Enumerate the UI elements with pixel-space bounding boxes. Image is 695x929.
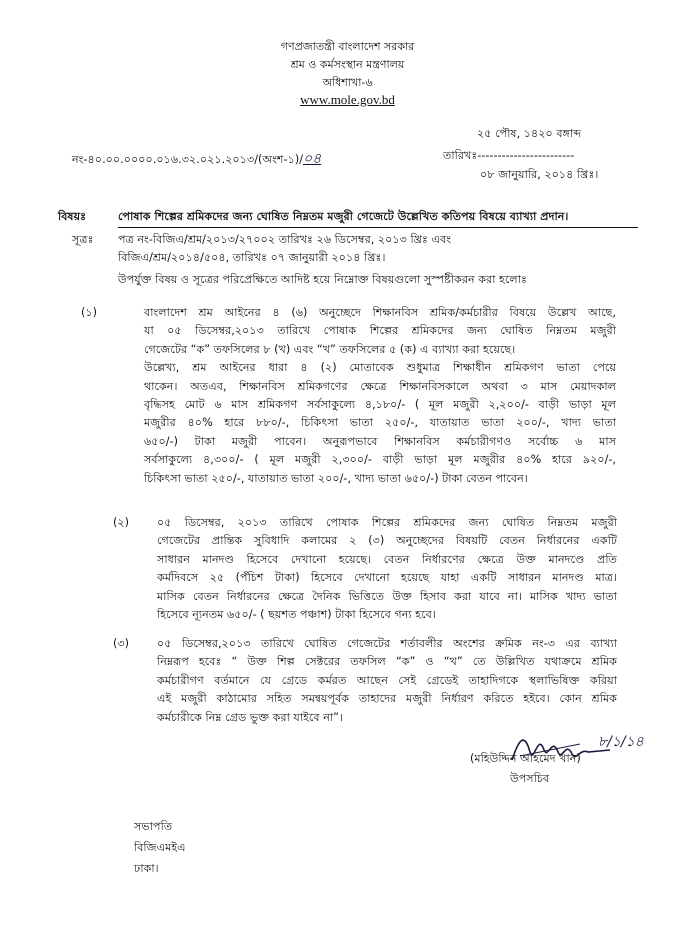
recipient-title: সভাপতি [134, 820, 173, 833]
point-1-line: ৬৫০/-) টাকা মজুরী পাবেন। অনুরূপভাবে শিক্ষানবিস কর্মচারীগণও সর্বোচ্চ ৬ মাস [144, 434, 616, 448]
website-link[interactable]: www.mole.gov.bd [300, 92, 395, 107]
signature-date: ৮/১/১৪ [598, 734, 644, 750]
point-3-line: কর্মচারীকে নিম্ন গ্রেড ভুক্ত করা যাইবে না”। [157, 710, 343, 724]
date-label: তারিখঃ------------------------ [443, 149, 575, 162]
point-1-line: বাংলাদেশ শ্রম আইনের ৪ (৬) অনুচ্ছেদে শিক্ষানবিস শ্রমিক/কর্মচারীর বিষয়ে উল্লেখ আছে, [144, 306, 616, 319]
branch-name: অধিশাখা-৬ [322, 76, 373, 89]
point-2-body [157, 514, 617, 624]
memo-number-handwritten: ০৪ [302, 151, 322, 167]
subject-label: বিষয়ঃ [58, 210, 87, 223]
govt-name: গণপ্রজাতন্ত্রী বাংলাদেশ সরকার [280, 40, 415, 53]
point-1-line: যা ০৫ ডিসেম্বর,২০১৩ তারিখে পোষাক শিল্পের শ্রমিকদের জন্য ঘোষিত নিম্নতম মজুরী [144, 324, 616, 338]
date-english: ০৮ জানুয়ারি, ২০১৪ খ্রিঃ। [480, 168, 599, 181]
point-1-number: (১) [81, 306, 97, 319]
point-2-line: ০৫ ডিসেম্বর, ২০১৩ তারিখে পোষাক শিল্পের শ্রমিকদের জন্য ঘোষিত নিম্নতম মজুরী [157, 516, 617, 529]
recipient-org: বিজিএমইএ [134, 841, 186, 854]
point-2-line: সাধারন মানদণ্ড হিসেবে দেখানো হয়েছে। বেতন নির্ধারণের ক্ষেত্রে উক্ত মানদণ্ডে প্রতি [157, 552, 617, 566]
point-2-number: (২) [113, 516, 130, 529]
point-3-line: ০৫ ডিসেম্বর,২০১৩ তারিখে ঘোষিত গেজেটের শর্তাবলীর অংশের ক্রমিক নং-৩ এর ব্যাখ্যা [157, 637, 617, 650]
signatory-designation: উপসচিব [510, 772, 550, 785]
point-3-body [157, 635, 617, 727]
point-1-line: চিকিৎসা ভাতা ২৫০/-, যাতায়াত ভাতা ২০০/-, খাদ্য ভাতা ৬৫০/-) টাকা বেতন পাবেন। [144, 471, 528, 485]
reference-line-2: বিজিএ/শ্রম/২০১৪/৫০৪, তারিখঃ ০৭ জানুয়ারী ২০১৪ খ্রিঃ। [118, 251, 386, 264]
reference-label: সূত্রঃ [72, 233, 94, 246]
recipient-city: ঢাকা। [134, 862, 159, 875]
date-bangla: ২৫ পৌষ, ১৪২০ বঙ্গাব্দ [477, 127, 582, 140]
point-1-line: সর্বসাকুল্যে ৪,৩০০/- ( মূল মজুরী ২,৩০০/- বাড়ী ভাড়া মূল মজুরীর ৪০% হারে ৯২০/-, [144, 453, 616, 467]
point-1-line: উল্লেখ্য, শ্রম আইনের ধারা ৪ (২) মোতাবেক শুধুমাত্র শিক্ষাধীন শ্রমিকগণ ভাতা পেয়ে [144, 361, 616, 375]
memo-number-printed: নং-৪০.০০.০০০০.০১৬.৩২.০২১.২০১৩/(অংশ-১)/ [72, 153, 303, 166]
reference-line-1: পত্র নং-বিজিএ/শ্রম/২০১৩/২৭০০২ তারিখঃ ২৬ ডিসেম্বর, ২০১৩ খ্রিঃ এবং [118, 233, 452, 246]
subject-text: পোষাক শিল্পের শ্রমিকদের জন্য ঘোষিত নিম্নতম মজুরী গেজেটে উল্লেখিত কতিপয় বিষয়ে ব্যাখ্যা প্রদান। [118, 208, 638, 228]
point-3-line: নিম্নরূপ হবেঃ “ উক্ত শিল্প সেক্টরের তফসিল “ক” ও “খ” তে উল্লিখিত যথাক্রমে শ্রমিক [157, 655, 617, 669]
point-1-line: থাকেন। অতএব, শিক্ষানবিস শ্রমিকগণের ক্ষেত্রে শিক্ষানবিসকালে অথবা ৩ মাস মেয়াদকাল [144, 379, 616, 393]
intro-text: উপর্যুক্ত বিষয় ও সূত্রের পরিপ্রেক্ষিতে আদিষ্ট হয়ে নিম্নোক্ত বিষয়গুলো সুস্পষ্টীকরন করা হলোঃ [118, 273, 527, 286]
memo-number [72, 147, 321, 171]
ministry-name: শ্রম ও কর্মসংস্থান মন্ত্রণালয় [290, 58, 405, 71]
point-1-body [144, 304, 616, 488]
point-1-line: মজুরীর ৪০% হারে ৮৮০/-, চিকিৎসা ভাতা ২৫০/-, যাতায়াত ভাতা ২০০/-, খাদ্য ভাতা [144, 416, 616, 430]
point-2-line: মাসিক বেতন নির্ধারনের ক্ষেত্রে দৈনিক ভিত্তিতে উক্ত হিসাব করা যাবে না। মাসিক খাদ্য ভাতা [157, 589, 617, 603]
point-2-line: হিসেবে ন্যূনতম ৬৫০/- ( ছয়শত পঞ্চাশ) টাকা হিসেবে গন্য হবে। [157, 607, 436, 621]
point-3-line: কর্মচারীগণ বর্তমানে যে গ্রেডে কর্মরত আছেন সেই গ্রেডেই তাহাদিগকে স্থলাভিষিক্ত করিয়া [157, 673, 617, 687]
point-2-line: গেজেটের প্রান্তিক সুবিধাদি কলামের ২ (৩) অনুচ্ছেদের বিষয়টি বেতন নির্ধারনের একটি [157, 534, 617, 548]
point-2-line: কর্মদিবসে ২৫ (পঁচিশ টাকা) হিসেবে দেখানো হয়েছে যাহা একটি সাধারন মানদণ্ড মাত্র। [157, 571, 617, 585]
point-3-line: এই মজুরী কাঠামোর সহিত সমন্বয়পূর্বক তাহাদের মজুরী নির্ধারণ করিতে হইবে। কোন শ্রমিক [157, 692, 617, 706]
signatory-name: (মহিউদ্দিন আহমেদ খান) [470, 752, 581, 765]
point-1-line: গেজেটের “ক” তফসিলের ৮ (খ) এবং “খ” তফসিলের ৫ (ক) এ ব্যাখ্যা করা হয়েছে। [144, 342, 516, 356]
point-1-line: বৃদ্ধিসহ মোট ৬ মাস শ্রমিকগণ সর্বসাকুল্যে ৪,১৮০/- ( মূল মজুরী ২,২০০/- বাড়ী ভাড়া মূল [144, 397, 616, 411]
point-3-number: (৩) [113, 637, 130, 650]
